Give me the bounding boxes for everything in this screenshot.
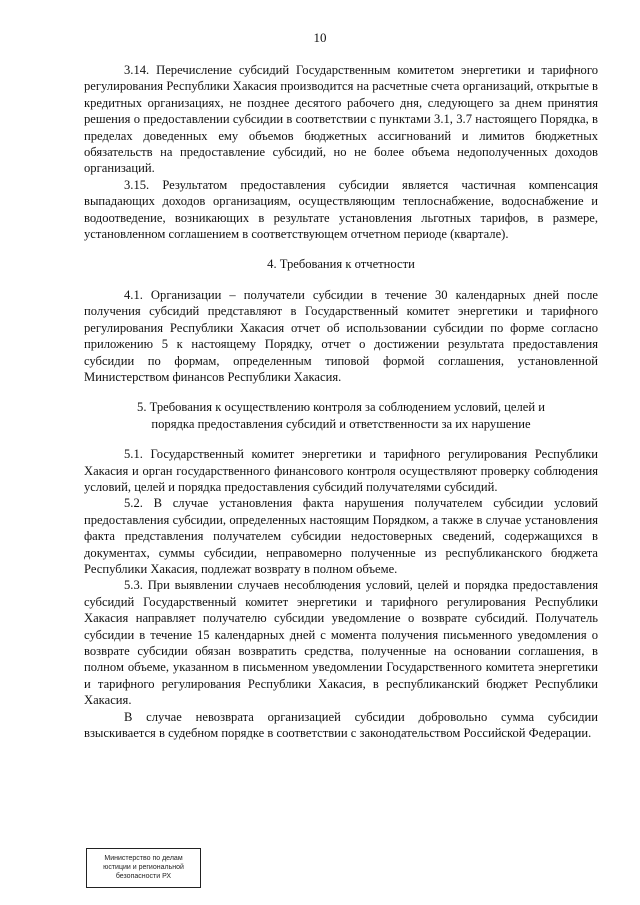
paragraph-5-1: 5.1. Государственный комитет энергетики и тарифного регулирования Республики Хакасия и орган государственного финансового контроля осуществляют проверку соблюдения условий, целей и порядка предоставления субсидий получателями субсидий.: [84, 447, 598, 494]
section-heading-5-line2: порядка предоставления субсидий и ответственности за их нарушение: [151, 416, 531, 431]
page-number: 10: [313, 30, 327, 45]
section-heading-4: 4. Требования к отчетности: [267, 257, 415, 272]
stamp-line-2: юстиции и региональной: [103, 864, 184, 871]
paragraph-5-3: 5.3. При выявлении случаев несоблюдения условий, целей и порядка предоставления субсидий Государственный комитет энергетики и тарифного регулирования Республики Хакасия направляет получателю субсидии уведомление о возврате субсидий. Получатель субсидии в течение 15 календарных дней с момента получения письменного уведомления о возврате субсидии обязан возвратить средства, полученные на основании соглашения, в полном объеме, указанном в письменном уведомлении Государственного комитета энергетики и тарифного регулирования Республики Хакасия, в республиканский бюджет Республики Хакасия.: [84, 578, 598, 708]
stamp-line-3: безопасности РХ: [115, 873, 172, 880]
section-heading-5: [84, 399, 598, 432]
paragraph-final: В случае невозврата организацией субсидии добровольно сумма субсидии взыскивается в судебном порядке в соответствии с законодательством Российской Федерации.: [84, 709, 598, 741]
registration-stamp: [86, 848, 201, 888]
stamp-line-1: Министерство по делам: [104, 855, 183, 862]
paragraph-4-1: 4.1. Организации – получатели субсидии в течение 30 календарных дней после получения субсидий представляют в Государственный комитет энергетики и тарифного регулирования Республики Хакасия отчет об использовании субсидии по форме согласно приложению 5 к настоящему Порядку, отчет о достижении результата предоставления субсидии по формам, определенным типовой формой соглашения, установленной Министерством финансов Республики Хакасия.: [84, 287, 598, 384]
paragraph-3-14: 3.14. Перечисление субсидий Государственным комитетом энергетики и тарифного регулирования Республики Хакасия производится на расчетные счета организаций, открытые в кредитных организациях, не позднее десятого рабочего дня, следующего за днем принятия решения о предоставлении субсидии в соответствии с пунктами 3.1, 3.7 настоящего Порядка, в пределах доведенных ему объемов бюджетных ассигнований и лимитов бюджетных обязательств на предоставление субсидий, но не более объема недополученных доходов организаций.: [84, 63, 598, 176]
paragraph-3-15: 3.15. Результатом предоставления субсидии является частичная компенсация выпадающих доходов организациям, осуществляющим теплоснабжение, водоснабжение и водоотведение, возникающих в результате установления льготных тарифов, в размере, установленном соглашением в соответствующем отчетном периоде (квартале).: [84, 177, 598, 242]
section-heading-5-line1: 5. Требования к осуществлению контроля за соблюдением условий, целей и: [137, 400, 545, 415]
document-body: [84, 62, 598, 741]
paragraph-5-2: 5.2. В случае установления факта нарушения получателем субсидии условий предоставления субсидии, определенных настоящим Порядком, а также в случае установления факта представления получателем субсидии недостоверных сведений, содержащихся в документах, суммы субсидии, неправомерно полученные из республиканского бюджета Республики Хакасия, подлежат возврату в полном объеме.: [84, 496, 598, 576]
